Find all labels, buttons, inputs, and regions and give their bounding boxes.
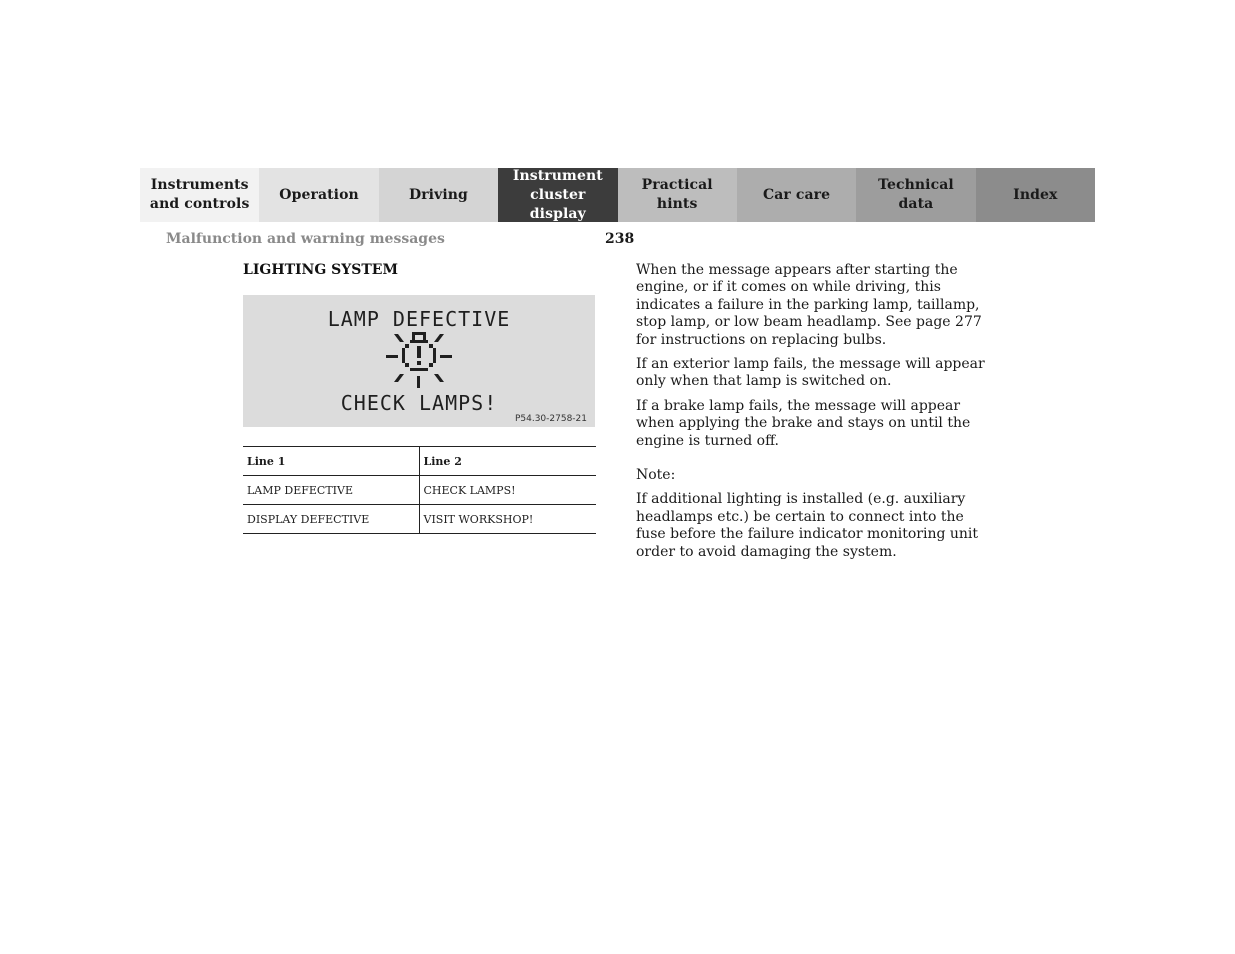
figure-code: P54.30-2758-21 bbox=[514, 414, 587, 424]
tab-instruments-and-controls[interactable]: Instruments and controls bbox=[140, 168, 259, 222]
lcd-line-2: CHECK LAMPS! bbox=[340, 391, 498, 415]
tab-index[interactable]: Index bbox=[976, 168, 1095, 222]
table-cell: DISPLAY DEFECTIVE bbox=[243, 505, 419, 534]
table-header-cell: Line 2 bbox=[419, 447, 596, 476]
note-label: Note: bbox=[636, 467, 676, 484]
message-table bbox=[243, 446, 596, 534]
tab-instrument-cluster-display[interactable]: Instrument cluster display bbox=[498, 168, 617, 222]
chapter-tab-bar bbox=[140, 168, 1095, 222]
tab-technical-data[interactable]: Technical data bbox=[856, 168, 975, 222]
lamp-warning-icon bbox=[384, 330, 454, 392]
table-row bbox=[243, 476, 596, 505]
page-number: 238 bbox=[605, 231, 635, 247]
table-header-row bbox=[243, 447, 596, 476]
table-cell: LAMP DEFECTIVE bbox=[243, 476, 419, 505]
tab-car-care[interactable]: Car care bbox=[737, 168, 856, 222]
table-cell: CHECK LAMPS! bbox=[419, 476, 596, 505]
page-title: LIGHTING SYSTEM bbox=[243, 262, 398, 278]
tab-driving[interactable]: Driving bbox=[379, 168, 498, 222]
table-row bbox=[243, 505, 596, 534]
section-heading: Malfunction and warning messages bbox=[166, 231, 445, 247]
lcd-line-1: LAMP DEFECTIVE bbox=[327, 307, 511, 331]
paragraph: If a brake lamp fails, the message will appear when applying the brake and stays on until the engine is turned off. bbox=[636, 397, 971, 449]
table-header-cell: Line 1 bbox=[243, 447, 419, 476]
tab-practical-hints[interactable]: Practical hints bbox=[618, 168, 737, 222]
body-text-column bbox=[636, 262, 996, 568]
table-cell: VISIT WORKSHOP! bbox=[419, 505, 596, 534]
note-text: If additional lighting is installed (e.g. auxiliary headlamps etc.) be certain to connect into the fuse before the failure indicator monitoring unit order to avoid damaging the system. bbox=[636, 491, 979, 560]
tab-operation[interactable]: Operation bbox=[259, 168, 378, 222]
paragraph: When the message appears after starting the engine, or if it comes on while driving, this indicates a failure in the parking lamp, taillamp, stop lamp, or low beam headlamp. See page 277 for instructions on replacing bulbs. bbox=[636, 262, 982, 348]
paragraph: If an exterior lamp fails, the message will appear only when that lamp is switched on. bbox=[636, 356, 985, 390]
